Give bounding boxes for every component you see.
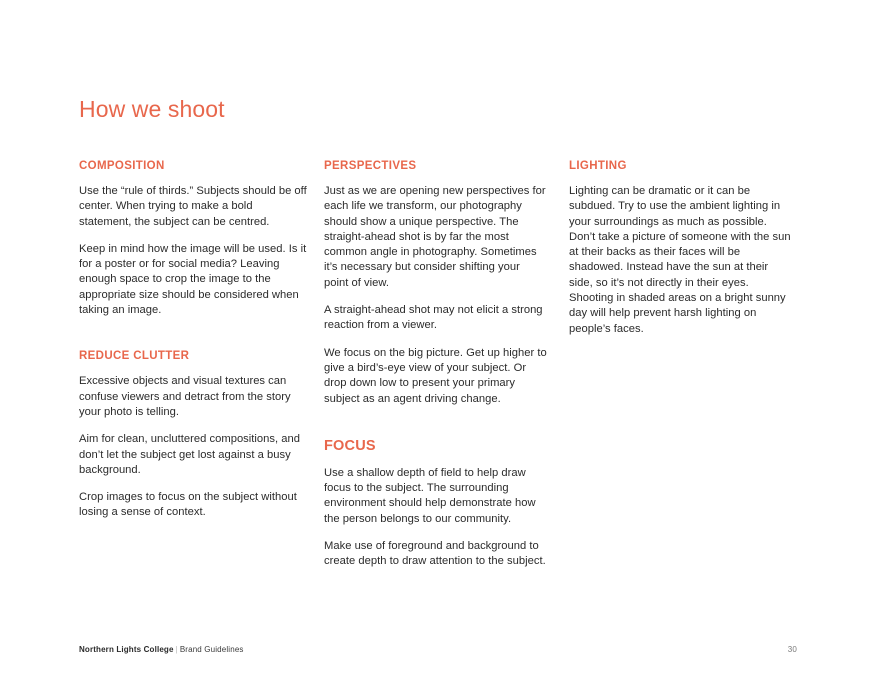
section-heading-perspectives: PERSPECTIVES — [324, 160, 417, 172]
paragraph: Lighting can be dramatic or it can be subdued. Try to use the ambient lighting in your surroundings as much as possible. Don’t take a picture of someone with the sun at their backs as their faces will be shadowed. Instead have the sun at their side, so it’s not directly in their eyes. Shooting in shaded areas on a bright sunny day will help prevent harsh lighting on people’s faces. — [569, 185, 791, 335]
section-focus — [324, 438, 547, 570]
section-heading-composition: COMPOSITION — [79, 160, 165, 172]
section-perspectives — [324, 159, 547, 407]
section-reduce-clutter — [79, 349, 307, 520]
column-perspectives — [324, 159, 569, 570]
paragraph: Keep in mind how the image will be used. Is it for a poster or for social media? Leaving enough space to crop the image to the appropriate size should be considered when taking an image. — [79, 242, 307, 317]
section-composition — [79, 159, 307, 318]
paragraph: Use a shallow depth of field to help draw focus to the subject. The surrounding environment should help demonstrate how the person belongs to our community. — [324, 466, 536, 525]
column-composition — [79, 159, 324, 570]
paragraph: A straight-ahead shot may not elicit a strong reaction from a viewer. — [324, 304, 543, 332]
page-title: How we shoot — [79, 96, 225, 123]
content-columns — [79, 159, 794, 570]
section-lighting — [569, 159, 794, 337]
page-number: 30 — [787, 644, 797, 654]
footer-attribution — [79, 644, 244, 655]
paragraph: Make use of foreground and background to create depth to draw attention to the subject. — [324, 540, 546, 568]
section-heading-lighting: LIGHTING — [569, 160, 627, 172]
page-footer — [79, 642, 797, 656]
paragraph: Crop images to focus on the subject without losing a sense of context. — [79, 491, 297, 519]
paragraph: We focus on the big picture. Get up higher to give a bird’s-eye view of your subject. Or drop down low to present your primary subject as an agent driving change. — [324, 346, 547, 405]
paragraph: Excessive objects and visual textures can confuse viewers and detract from the story your photo is telling. — [79, 375, 291, 418]
paragraph: Use the “rule of thirds.” Subjects should be off center. When trying to make a bold statement, the subject can be centred. — [79, 185, 307, 228]
footer-document-name: Brand Guidelines — [179, 644, 244, 654]
paragraph: Just as we are opening new perspectives for each life we transform, our photography should show a unique perspective. The straight-ahead shot is by far the most common angle in photography. Sometimes it’s necessary but consider shifting your point of view. — [324, 185, 546, 289]
footer-brand-name: Northern Lights College — [79, 644, 174, 654]
column-lighting — [569, 159, 794, 570]
section-heading-focus: FOCUS — [324, 437, 376, 454]
paragraph: Aim for clean, uncluttered compositions, and don’t let the subject get lost against a busy background. — [79, 433, 301, 476]
section-heading-reduce-clutter: REDUCE CLUTTER — [79, 350, 190, 363]
footer-separator: | — [175, 644, 178, 654]
